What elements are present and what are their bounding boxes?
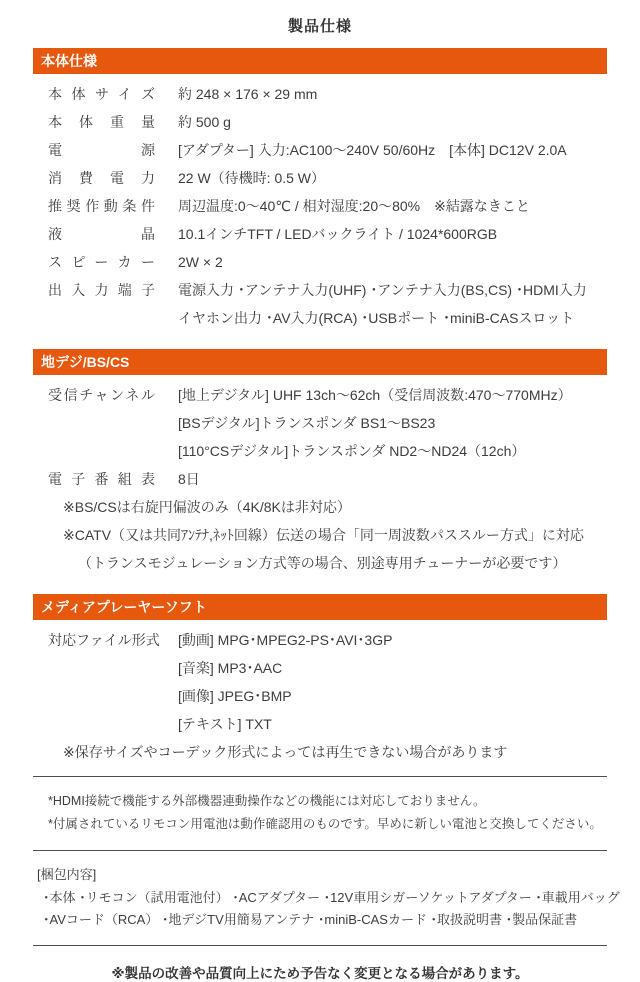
spec-values [178,276,587,332]
spec-row-io-terminals [33,276,607,332]
packing-contents-line: ･AVコード（RCA） ･地デジTV用簡易アンテナ ･miniB-CASカード ･取扱説明書 ･製品保証書 [43,912,578,927]
spec-value: 8日 [178,471,200,487]
spec-label: 対応ファイル形式 [48,632,160,648]
spec-row-lcd [33,220,607,248]
spec-values [178,220,497,248]
spec-label: 液晶 [48,226,155,242]
section-header-media-player: メディアプレーヤーソフト [33,594,607,620]
spec-label: 本体サイズ [48,86,155,102]
spec-row-reception-channels [33,381,607,465]
section-header-digital-bs-cs: 地デジ/BS/CS [33,349,607,375]
divider [33,776,607,777]
page-title: 製品仕様 [287,18,352,35]
spec-label: 出入力端子 [48,282,155,298]
section-main-unit-specs [33,74,607,337]
spec-row-body-size [33,80,607,108]
spec-value: 22 W（待機時: 0.5 W） [178,170,326,186]
spec-values [178,164,325,192]
spec-value: [110°CSデジタル]トランスポンダ ND2～ND24（12ch） [178,443,526,459]
spec-value: イヤホン出力 ･AV入力(RCA) ･USBポート ･miniB-CASスロット [178,310,575,326]
packing-contents-line: ･本体 ･リモコン（試用電池付） ･ACアダプター ･12V車用シガーソケットアダプター ･車載用バッグ [43,890,620,905]
footnote: *HDMI接続で機能する外部機器連動操作などの機能には対応しておりません。 [48,794,486,808]
spec-value: 約 500 g [178,114,231,130]
spec-values [178,80,317,108]
spec-label: スピーカー [48,254,155,270]
packing-contents-title: [梱包内容] [37,867,97,882]
spec-values [178,248,223,276]
spec-row-supported-formats [33,626,607,738]
spec-label: 電源 [48,142,155,158]
footnote: *付属されているリモコン用電池は動作確認用のものです。早めに新しい電池と交換してください。 [48,817,602,831]
spec-values [178,381,572,465]
spec-values [178,108,231,136]
footnotes-block [33,782,607,845]
spec-value: 電源入力 ･アンテナ入力(UHF) ･アンテナ入力(BS,CS) ･HDMI入力 [178,282,587,298]
spec-label: 受信チャンネル [48,387,155,403]
section-note: （トランスモジュレーション方式等の場合、別途専用チューナーが必要です） [78,555,567,571]
spec-value: [BSデジタル]トランスポンダ BS1～BS23 [178,415,436,431]
packing-contents-block [33,856,620,940]
section-note: ※保存サイズやコーデック形式によっては再生できない場合があります [63,744,508,760]
section-media-player [33,620,607,771]
spec-value: 約 248 × 176 × 29 mm [178,86,318,102]
divider [33,945,607,946]
spec-row-power [33,136,607,164]
spec-value: [アダプター] 入力:AC100～240V 50/60Hz [本体] DC12V 2.0A [178,142,567,158]
spec-value: [画像] JPEG･BMP [178,688,292,704]
spec-value: 2W × 2 [178,254,223,270]
spec-row-epg [33,465,607,493]
spec-value: [地上デジタル] UHF 13ch～62ch（受信周波数:470～770MHz） [178,387,572,403]
spec-values [178,192,530,220]
spec-values [178,136,567,164]
spec-value: [テキスト] TXT [178,716,272,732]
spec-row-speaker [33,248,607,276]
spec-row-operating-conditions [33,192,607,220]
spec-values [178,626,392,738]
section-note: ※BS/CSは右旋円偏波のみ（4K/8Kは非対応） [63,499,351,515]
spec-row-power-consumption [33,164,607,192]
spec-label: 推奨作動条件 [48,198,155,214]
spec-value: [動画] MPG･MPEG2-PS･AVI･3GP [178,632,393,648]
section-digital-bs-cs [33,375,607,582]
spec-value: 周辺温度:0～40℃ / 相対湿度:20～80% ※結露なきこと [178,198,530,214]
disclaimer-note: ※製品の改善や品質向上にため予告なく変更となる場合があります。 [111,966,529,981]
spec-label: 本体重量 [48,114,155,130]
section-header-main-unit-specs: 本体仕様 [33,48,607,74]
spec-value: 10.1インチTFT / LEDバックライト / 1024*600RGB [178,226,498,242]
spec-row-body-weight [33,108,607,136]
section-note: ※CATV（又は共同ｱﾝﾃﾅ,ﾈｯﾄ回線）伝送の場合「同一周波数パススルー方式」に対応 [63,527,584,543]
spec-values [178,465,200,493]
spec-label: 消費電力 [48,170,155,186]
spec-value: [音楽] MP3･AAC [178,660,283,676]
spec-label: 電子番組表 [48,471,155,487]
divider [33,850,607,851]
